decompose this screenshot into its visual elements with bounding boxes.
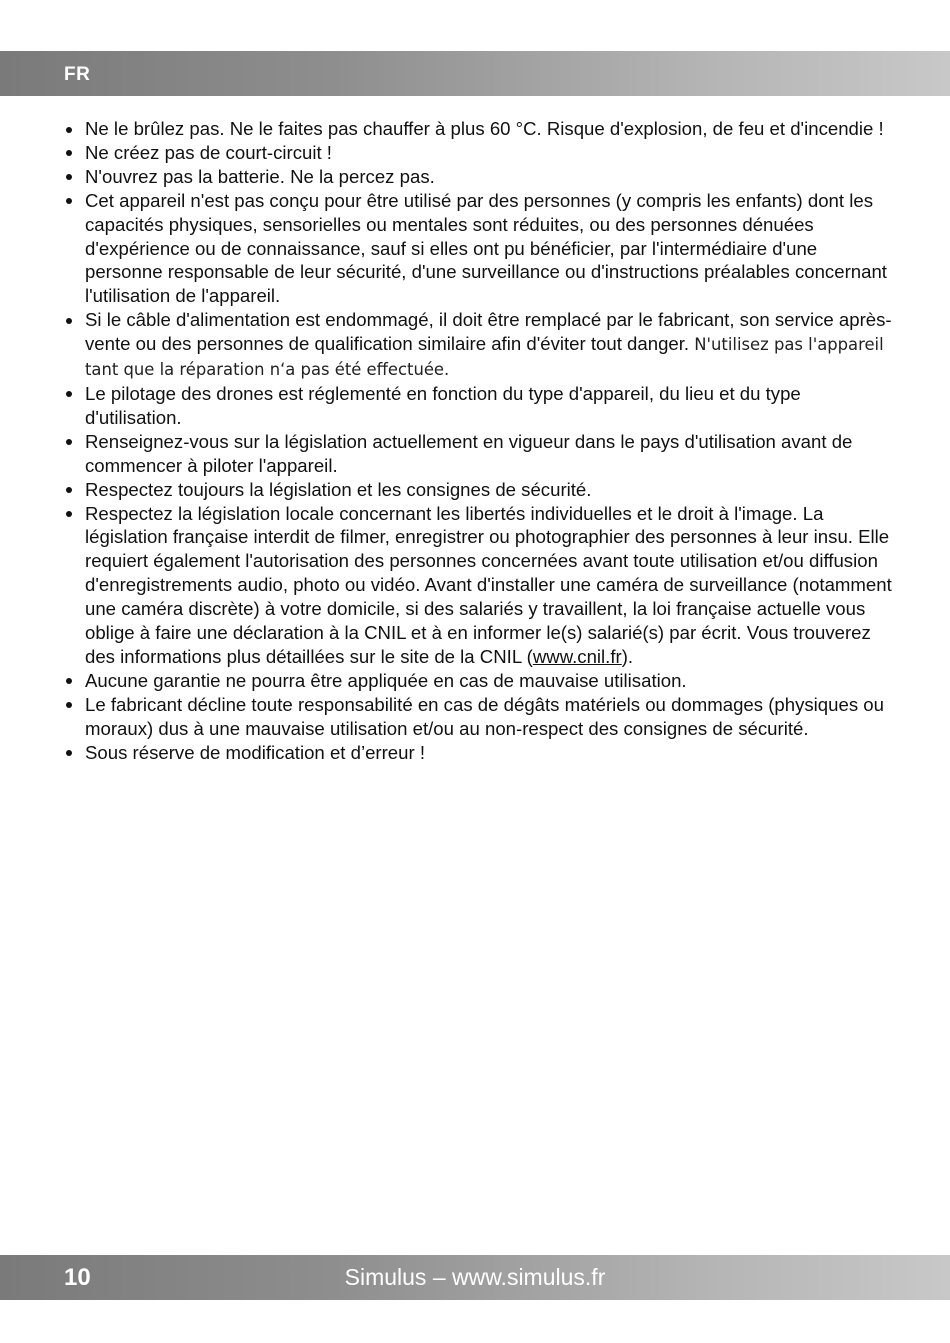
item-text: Ne le brûlez pas. Ne le faites pas chauffer à plus 60 °C. Risque d'explosion, de feu et d'incendie ! xyxy=(85,118,884,139)
item-text: Respectez la législation locale concernant les libertés individuelles et le droit à l'image. La législation française interdit de filmer, enregistrer ou photographier des personnes à leur insu. Elle requiert également l'autorisation des personnes concernées avant toute utilisation et/ou diffusion d'enregistrements audio, photo ou vidéo. Avant d'installer une caméra de surveillance (notamment une caméra discrète) à votre domicile, si des salariés y travaillent, la loi française actuelle vous oblige à faire une déclaration à la CNIL et à en informer le(s) salarié(s) par écrit. Vous trouverez des informations plus détaillées sur le site de la CNIL ( xyxy=(85,502,892,667)
item-text: Cet appareil n'est pas conçu pour être utilisé par des personnes (y compris les enfants) dont les capacités physiques, sensorielles ou mentales sont réduites, ou des personnes dénuées d'expérience ou de connaissance, sauf si elles ont pu bénéficier, par l'intermédiaire d'une personne responsable de leur sécurité, d'une surveillance ou d'instructions préalables concernant l'utilisation de l'appareil. xyxy=(85,189,887,307)
bullet-icon xyxy=(66,127,72,133)
bullet-icon xyxy=(66,702,72,708)
item-text: Ne créez pas de court-circuit ! xyxy=(85,141,332,163)
bullet-icon xyxy=(66,318,72,324)
list-item xyxy=(64,189,894,309)
list-item xyxy=(64,430,894,478)
item-text: Si le câble d'alimentation est endommagé, il doit être remplacé par le fabricant, son service après-vente ou des personnes de qualification similaire afin d'éviter tout danger. xyxy=(85,309,892,355)
list-item xyxy=(64,693,894,741)
bullet-icon xyxy=(66,391,72,397)
list-item xyxy=(64,141,894,165)
bullet-icon xyxy=(66,487,72,493)
bullet-icon xyxy=(66,678,72,684)
safety-instructions xyxy=(64,117,894,764)
bullet-icon xyxy=(66,150,72,156)
list-item xyxy=(64,502,894,669)
bullet-list xyxy=(64,117,894,764)
list-item xyxy=(64,669,894,693)
list-item xyxy=(64,382,894,430)
list-item xyxy=(64,117,894,141)
item-text: Le pilotage des drones est réglementé en fonction du type d'appareil, du lieu et du type d'utilisation. xyxy=(85,382,801,428)
item-text: Sous réserve de modification et d’erreur ! xyxy=(85,741,426,763)
item-text: Renseignez-vous sur la législation actuellement en vigueur dans le pays d'utilisation avant de commencer à piloter l'appareil. xyxy=(85,430,853,476)
list-item xyxy=(64,308,894,382)
bullet-icon xyxy=(66,750,72,756)
list-item xyxy=(64,741,894,765)
list-item xyxy=(64,478,894,502)
list-item xyxy=(64,165,894,189)
bullet-icon xyxy=(66,174,72,180)
item-text: Le fabricant décline toute responsabilité en cas de dégâts matériels ou dommages (physiques ou moraux) dus à une mauvaise utilisation et/ou au non-respect des consignes de sécurité. xyxy=(85,693,884,739)
item-text: N'ouvrez pas la batterie. Ne la percez pas. xyxy=(85,165,435,187)
footer-text: Simulus – www.simulus.fr xyxy=(344,1264,606,1290)
language-label: FR xyxy=(64,64,91,85)
bullet-icon xyxy=(66,511,72,517)
page-number: 10 xyxy=(64,1264,91,1291)
footer-band xyxy=(0,1255,950,1300)
item-text-extra: N'utilisez pas l'appareil tant que la réparation n‘a pas été effectuée. xyxy=(85,335,884,380)
cnil-link[interactable]: www.cnil.fr xyxy=(532,645,622,667)
bullet-icon xyxy=(66,439,72,445)
item-text-suffix: ). xyxy=(621,645,634,667)
item-text: Respectez toujours la législation et les consignes de sécurité. xyxy=(85,478,592,500)
bullet-icon xyxy=(66,198,72,204)
header-band xyxy=(0,51,950,96)
item-text: Aucune garantie ne pourra être appliquée en cas de mauvaise utilisation. xyxy=(85,669,687,691)
